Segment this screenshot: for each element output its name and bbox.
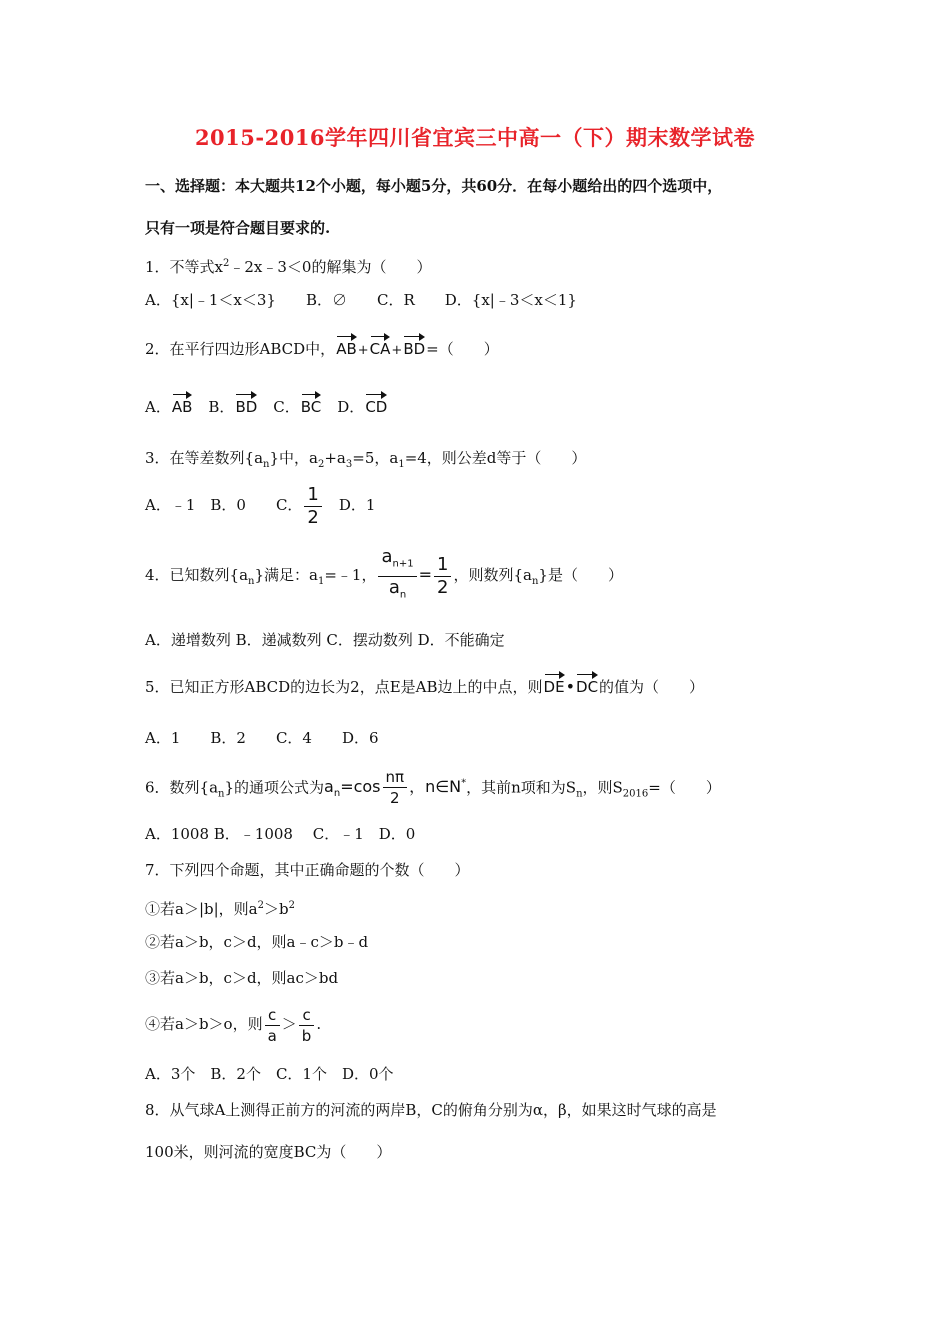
question-7-options: A．3个 B．2个 C．1个 D．0个: [145, 1065, 394, 1083]
question-8-stem-line1: 8．从气球A上测得正前方的河流的两岸B，C的俯角分别为α，β，如果这时气球的高是: [145, 1101, 717, 1119]
option-b-vector: BD: [235, 392, 257, 416]
ratio-fraction: $\frac{a_{n+1}}{a_n}$: [378, 546, 416, 606]
question-4-stem: 4．已知数列$\{a_n\}$满足：$a_1=﹣1$， $\frac{a_{n+1}}{a_n}$ = $\frac{1}{2}$ ，则数列$\{a_n\}$是（ ）: [145, 546, 623, 610]
option-c-vector: BC: [301, 392, 322, 416]
fraction-c-over-a: $\frac{c}{a}$: [265, 1005, 280, 1046]
vector-bd: BD: [403, 334, 425, 358]
fraction-one-half: $\frac{1}{2}$: [434, 554, 451, 599]
question-7-proposition-1: ①若a＞|b|，则$a^2>b^2$: [145, 900, 295, 918]
question-3-options: A．﹣1 B．0 C． $\frac{1}{2}$ D．1: [145, 483, 376, 528]
question-7-stem: 7．下列四个命题，其中正确命题的个数（ ）: [145, 861, 470, 879]
question-7-proposition-2: ②若a＞b，c＞d，则a﹣c＞b﹣d: [145, 933, 369, 951]
vector-de: DE: [544, 672, 565, 696]
question-6-stem: 6．数列$\{a_n\}$的通项公式为$a_n=\cos$ $\frac{n\pi}{2}$ ，n∈N*，其前n项和为$S_n$，则$S_{2016}=$（ ）: [145, 768, 721, 808]
section-heading-line2: 只有一项是符合题目要求的.: [145, 219, 331, 237]
question-2-options: A．AB B．BD C．BC D．CD: [145, 392, 388, 417]
question-1-options: A．{x|﹣1＜x＜3} B．∅ C．R D．{x|﹣3＜x＜1}: [145, 291, 577, 309]
general-term-formula: $a_n=\cos$ $\frac{n\pi}{2}$ ，n∈N*: [324, 768, 467, 808]
exam-title: 2015-2016学年四川省宜宾三中高一（下）期末数学试卷: [194, 125, 756, 150]
question-4-options: A．递增数列 B．递减数列 C．摆动数列 D．不能确定: [145, 631, 505, 649]
question-6-options: A．1008 B．﹣1008 C．﹣1 D．0: [145, 825, 416, 843]
question-2-stem: 2．在平行四边形ABCD中，AB+CA+BD=（ ）: [145, 334, 499, 361]
option-a-vector: AB: [172, 392, 193, 416]
question-8-stem-line2: 100米，则河流的宽度BC为（ ）: [145, 1143, 392, 1161]
question-1-stem: 1．不等式$x^2﹣2x﹣3<0$的解集为（ ）: [145, 258, 432, 276]
question-7-proposition-4: ④若a＞b＞o，则 $\frac{c}{a}$ ＞ $\frac{c}{b}$ .: [145, 1005, 322, 1045]
question-7-proposition-3: ③若a＞b，c＞d，则ac＞bd: [145, 969, 339, 987]
option-d-vector: CD: [365, 392, 387, 416]
question-5-options: A．1 B．2 C．4 D．6: [145, 729, 379, 747]
vector-ca: CA: [370, 334, 391, 358]
vector-ab: AB: [336, 334, 357, 358]
vector-dc: DC: [576, 672, 598, 696]
fraction-c-over-b: $\frac{c}{b}$: [299, 1005, 315, 1046]
section-heading-line1: 一、选择题：本大题共12个小题，每小题5分，共60分．在每小题给出的四个选项中，: [145, 177, 723, 195]
fraction-one-half: $\frac{1}{2}$: [304, 484, 321, 529]
question-5-stem: 5．已知正方形ABCD的边长为2，点E是AB边上的中点，则DE•DC的值为（ ）: [145, 672, 704, 697]
question-3-stem: 3．在等差数列$\{a_n\}$中，$a_2+a_3=5$，$a_1=4$，则公差d等于（ ）: [145, 449, 587, 470]
